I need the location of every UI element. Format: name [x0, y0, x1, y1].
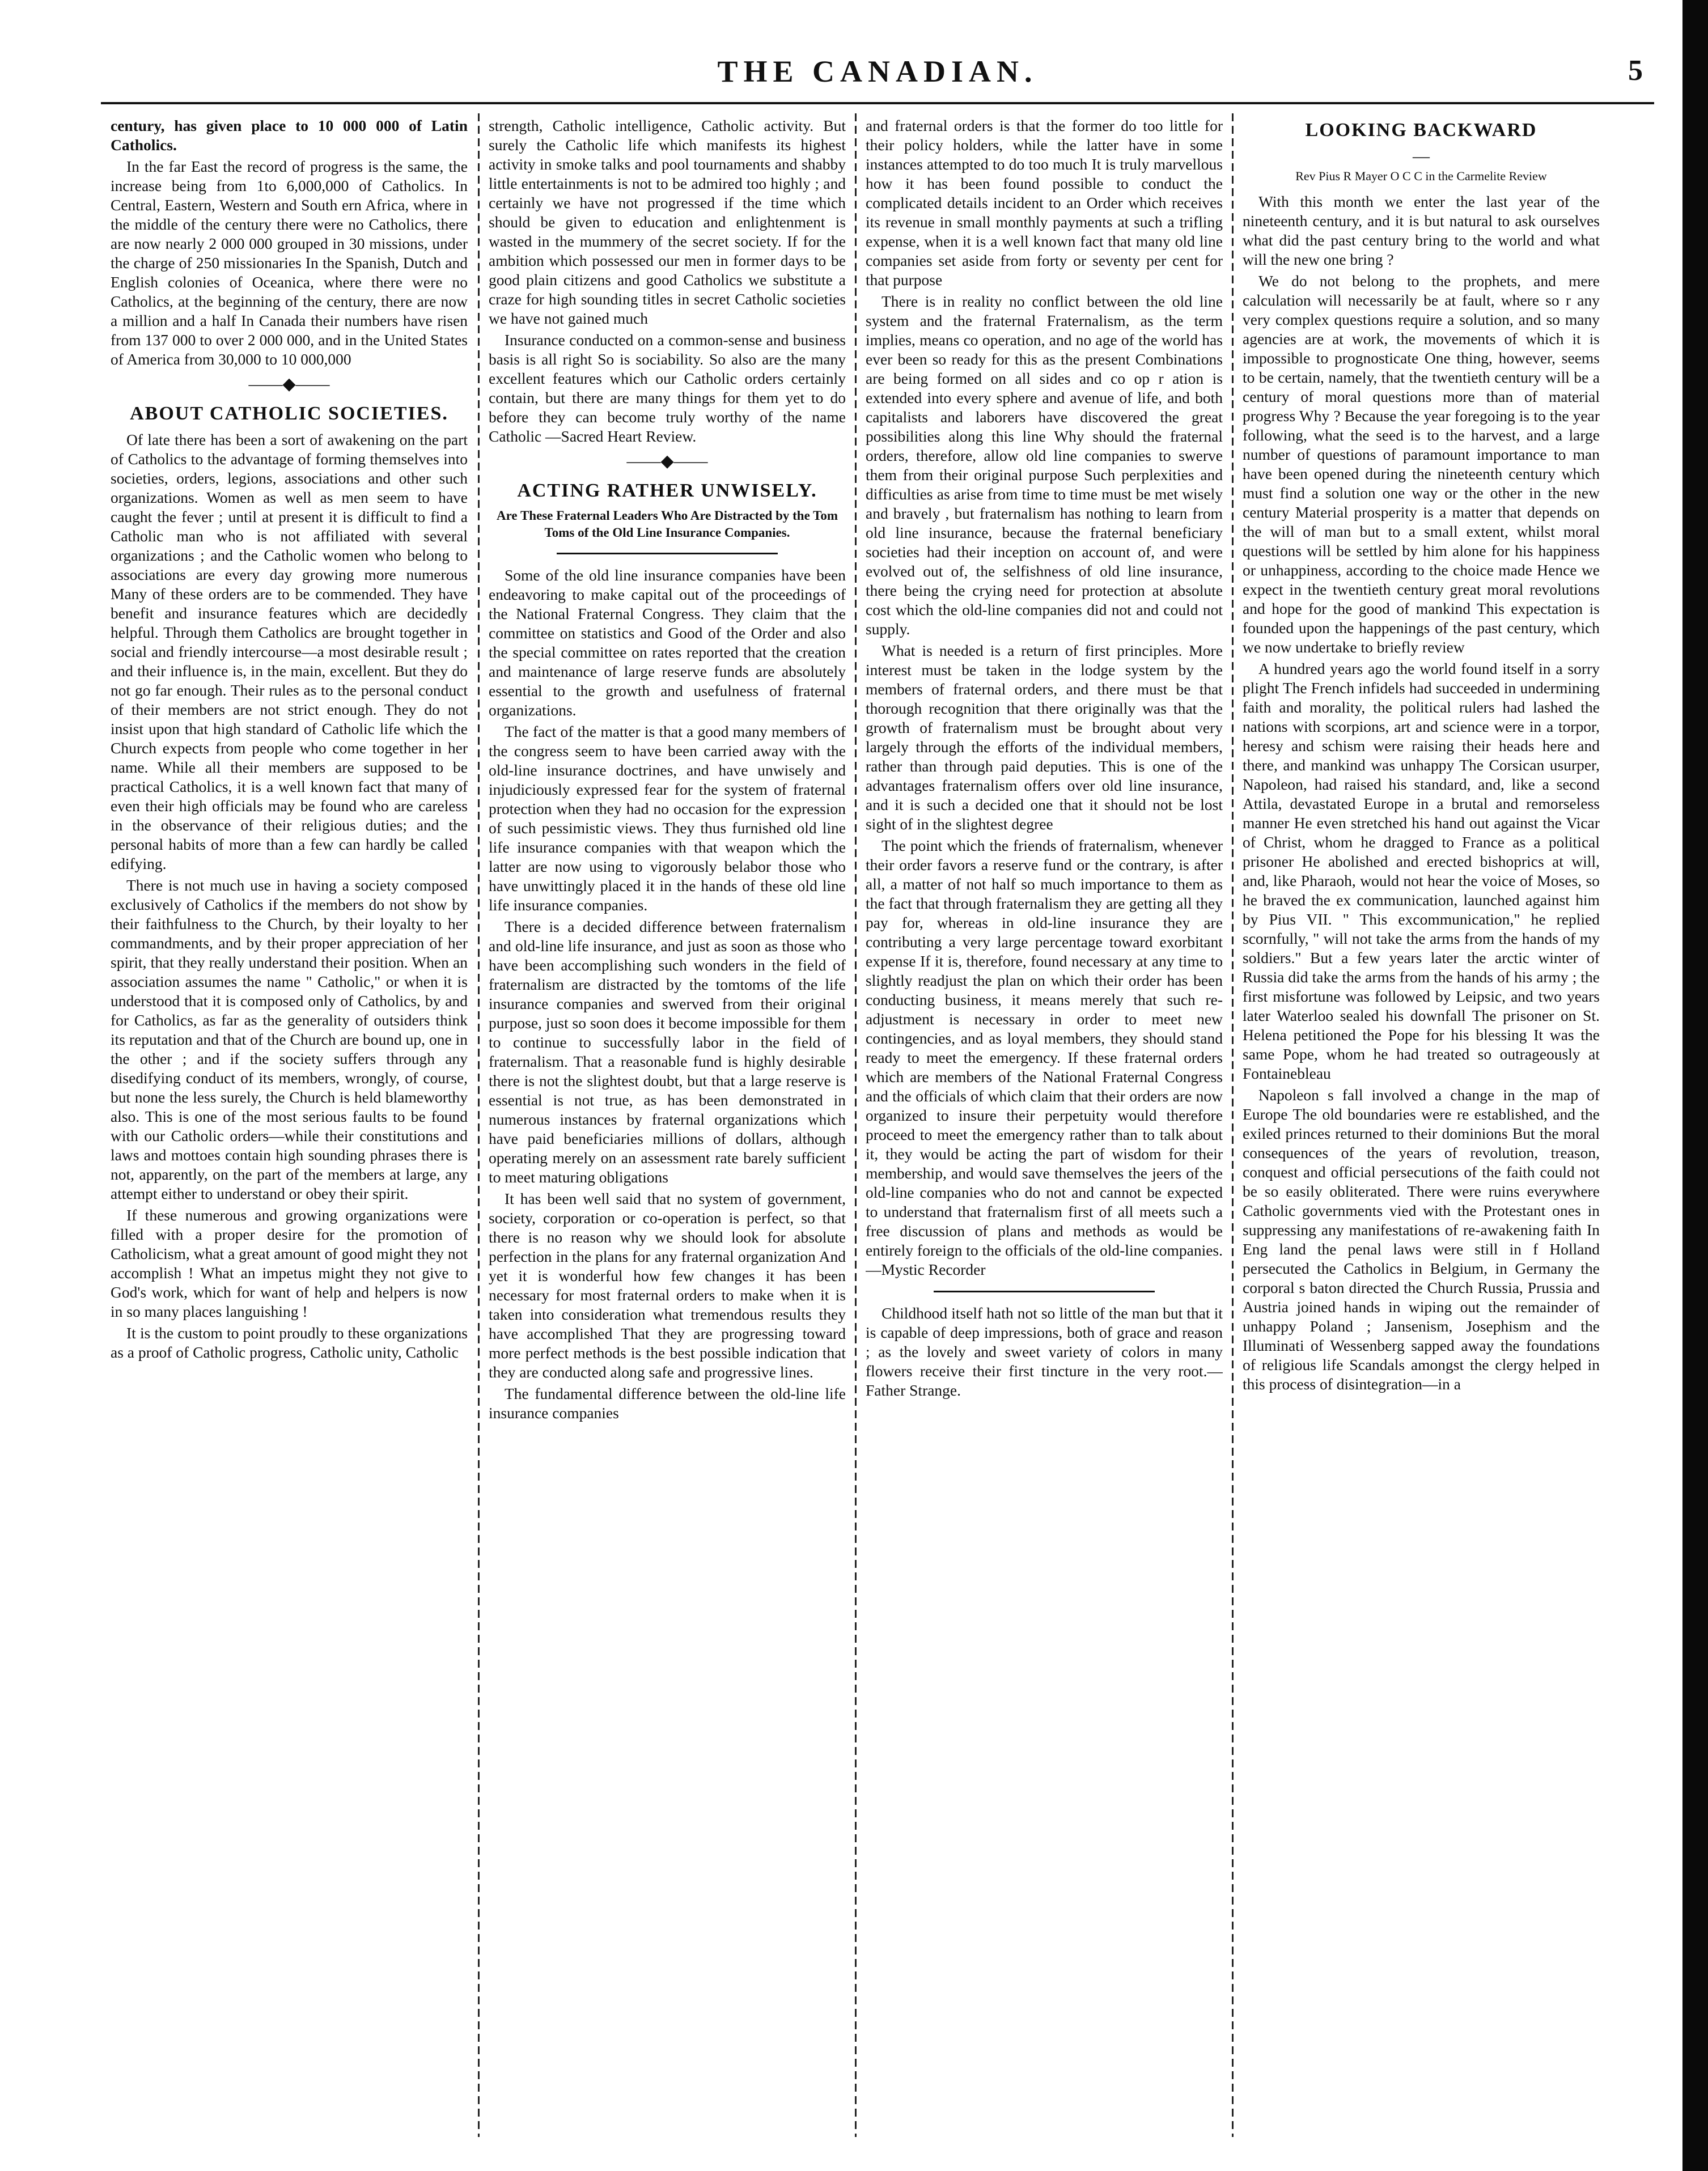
- scan-edge-bar: [1682, 0, 1708, 2171]
- paragraph: The fact of the matter is that a good many members of the congress seem to have been carried away with the old-line insurance doctrines, and have unwisely and injudiciously expressed fear for the system of fraternal protection when they had no occasion for the expression of such pessimistic views. They thus furnished old line life insurance companies with that weapon which the latter are now using to vigorously belabor those who have unwittingly placed it in the hands of these old line life insurance companies.: [489, 723, 846, 914]
- column-rule: [1232, 113, 1234, 2137]
- paragraph: There is a decided difference between fraternalism and old-line life insurance, and just as soon as those who have been accomplishing such wonders in the field of fraternalism are distracted by the tomtoms of the life insurance companies and swerved from their original purpose, just so soon does it become impossible for them to continue to successfully labor in the field of fraternalism. That a reasonable fund is highly desirable there is not the slightest doubt, but that a large reserve is essential is not true, as has been demonstrated in numerous instances by fraternal organizations which have paid beneficiaries millions of dollars, although operating merely on an assessment rate barely sufficient to meet maturing obligations: [489, 918, 846, 1186]
- column-4: [1243, 116, 1600, 2134]
- short-rule: [557, 553, 778, 554]
- paragraph: and fraternal orders is that the former do too little for their policy holders, while the latter have in some instances attempted to do too much It is truly marvellous how it has been found possible to conduct the complicated details incident to an Order which receives its revenue in small monthly payments at such a trifling expense, when it is a well known fact that many old line companies set aside from forty or seventy per cent for that purpose: [866, 117, 1223, 289]
- header-rule: [101, 102, 1654, 104]
- column-rule: [855, 113, 857, 2137]
- column-3: [866, 116, 1223, 2134]
- paragraph: It is the custom to point proudly to these organizations as a proof of Catholic progress, Catholic unity, Catholic: [111, 1324, 468, 1361]
- page-number: 5: [1628, 54, 1643, 87]
- paragraph: There is not much use in having a society composed exclusively of Catholics if the members do not show by their faithfulness to the Church, by their loyalty to her commandments, and by their proper appreciation of her spirit, that they really understand their position. When an association assumes the name " Catholic," or when it is understood that it is composed only of Catholics, by and for Catholics, as far as the generality of outsiders think its reputation and that of the Church are bound up, one in the other ; and if the society suffers through any disedifying conduct of its members, wrongly, of course, but none the less surely, the Church is held blameworthy also. This is one of the most serious faults to be found with our Catholic orders—while their constitutions and laws and mottoes contain high sounding phrases there is not, apparently, on the part of the members at large, any attempt either to understand or obey their spirit.: [111, 876, 468, 1202]
- article-subheading: Are These Fraternal Leaders Who Are Distracted by the Tom Toms of the Old Line Insurance Companies.: [497, 508, 838, 540]
- paragraph: Insurance conducted on a common-sense and business basis is all right So is sociability. So also are the many excellent features which our Catholic orders certainly contain, but there are many things for them yet to do before they can become truly worthy of the name Catholic —Sacred Heart Review.: [489, 331, 846, 445]
- short-rule: [934, 1291, 1155, 1292]
- paragraph: What is needed is a return of first principles. More interest must be taken in the lodge system by the members of fraternal orders, and there must be that thorough recognition that there originally was that the growth of fraternalism must be brought about very largely through the efforts of the individual members, rather than through paid deputies. This is one of the advantages fraternalism offers over old line insurance, and it is such a decided one that it should not be lost sight of in the slightest degree: [866, 642, 1223, 833]
- column-1: [111, 116, 468, 2134]
- paragraph: The fundamental difference between the old-line life insurance companies: [489, 1385, 846, 1422]
- article-byline: Rev Pius R Mayer O C C in the Carmelite Review: [1295, 169, 1547, 183]
- column-2: [489, 116, 846, 2134]
- paragraph: A hundred years ago the world found itself in a sorry plight The French infidels had succeeded in undermining faith and morality, the political rulers had lashed the nations with scorpions, art and science were in a torpor, heresy and schism were raising their heads here and there, and mankind was unhappy The Corsican usurper, Napoleon, had raised his standard, and, like a second Attila, devastated Europe in a brutal and remorseless manner He even stretched his hand out against the Vicar of Christ, whom he dragged to France as a political prisoner He abolished and erected bishoprics at will, and, like Pharaoh, would not hear the voice of Moses, so he braved the ex communication, launched against him by Pius VII. " This excommunication," he replied scornfully, " will not take the arms from the hands of my soldiers." But a few years later the arctic winter of Russia did take the arms from the hands of his army ; the first misfortune was followed by Leipsic, and two years later Waterloo sealed his downfall The prisoner on St. Helena petitioned the Pope for his blessing It was the same Pope, whom he had treated so outrageously at Fontainebleau: [1243, 660, 1600, 1082]
- paragraph: The point which the friends of fraternalism, whenever their order favors a reserve fund or the contrary, is after all, a matter of not half so much importance to them as the fact that through fraternalism they are getting all they pay for, whereas in old-line insurance they are contributing a very large percentage toward exorbitant expense If it is, therefore, found necessary at any time to slightly readjust the plan on which their order has been conducting business, it means merely that such re-adjustment is necessary in order to meet new contingencies, and as loyal members, they should stand ready to meet the emergency. If these fraternal orders which are members of the National Fraternal Congress and the officials of which claim that their orders are now organized to insure their perpetuity would therefore proceed to meet the emergency rather than to talk about it, they would be acting the part of wisdom for their membership, and would save themselves the jeers of the old-line companies who do not and cannot be expected to understand that fraternalism first of all meets such a free discussion of plans and methods as would be entirely foreign to the officials of the old-line companies.—Mystic Recorder: [866, 837, 1223, 1278]
- article-heading-catholic-societies: ABOUT CATHOLIC SOCIETIES.: [130, 403, 448, 424]
- paragraph: Napoleon s fall involved a change in the map of Europe The old boundaries were re established, and the exiled princes returned to their dominions But the moral consequences of the years of revolution, treason, conquest and official persecutions of the faith could not be so easily obliterated. There were ruins everywhere Catholic governments vied with the Protestant ones in suppressing any manifestations of re-awakening faith In Eng land the penal laws were still in f Holland persecuted the Catholics in Belgium, in Germany the corporal s baton directed the Church Russia, Prussia and Austria joined hands in wiping out the remainder of unhappy Poland ; Jansenism, Josephism and the Illuminati of Wessenberg sapped away the foundations of religious life Scandals amongst the clergy helped in this process of disintegration—in a: [1243, 1086, 1600, 1393]
- ornament-divider: ——◆——: [626, 452, 708, 470]
- paragraph: It has been well said that no system of government, society, corporation or co-operation is perfect, so that there is no reason why we should look for absolute perfection in the plans for any fraternal organization And yet it is wonderful how few changes it has been necessary for most fraternal orders to make when it is taken into consideration what tremendous results they have accomplished That they are progressing toward more perfect methods is the best possible indication that they are conducted along safe and progressive lines.: [489, 1190, 846, 1381]
- paragraph: Childhood itself hath not so little of the man but that it is capable of deep impressions, both of grace and reason ; as the lovely and sweet variety of colors in many flowers receive their first tincture in the very root.—Father Strange.: [866, 1304, 1223, 1399]
- paragraph: With this month we enter the last year of the nineteenth century, and it is but natural to ask ourselves what did the past century bring to the world and what will the new one bring ?: [1243, 193, 1600, 268]
- page-header: [101, 54, 1654, 94]
- paragraph: In the far East the record of progress is the same, the increase being from 1to 6,000,000 of Catholics. In Central, Eastern, Western and South ern Africa, where in the middle of the century there were no Catholics, there are now nearly 2 000 000 grouped in 30 missions, under the charge of 250 missionaries In the Spanish, Dutch and English colonies of Oceanica, where there were no Catholics, at the beginning of the century, there are now a million and a half In Canada their numbers have risen from 137 000 to over 2 000 000, and in the United States of America from 30,000 to 10 000,000: [111, 158, 468, 368]
- article-heading-acting-unwisely: ACTING RATHER UNWISELY.: [517, 480, 817, 501]
- paragraph: Some of the old line insurance companies have been endeavoring to make capital out of the proceedings of the National Fraternal Congress. They claim that the committee on statistics and Good of the Order and also the special committee on rates reported that the creation and maintenance of large reserve funds are absolutely essential to the growth and usefulness of fraternal organizations.: [489, 566, 846, 719]
- column-rule: [478, 113, 480, 2137]
- ornament-divider: ——◆——: [248, 375, 330, 393]
- paragraph: There is in reality no conflict between the old line system and the fraternal Fraternalism, as the term implies, means co operation, and no age of the world has ever been so ready for this as the present Combinations are being formed on all sides and co op r ation is extended into every sphere and avenue of life, and both capitalists and laborers have discovered the great possibilities along this line Why should the fraternal orders, therefore, allow old line companies to swerve them from their original purpose Such perplexities and difficulties as arise from time to time must be met wisely and bravely , but fraternalism has nothing to learn from old line insurance, because the fraternal beneficiary societies had their inception on account of, and were evolved out of, the selfishness of old line insurance, there being the crying need for protection at absolute cost which the old-line companies did not and could not supply.: [866, 292, 1223, 638]
- short-dash: —: [1413, 147, 1430, 166]
- article-heading-looking-backward: LOOKING BACKWARD: [1305, 120, 1537, 141]
- paragraph: We do not belong to the prophets, and mere calculation will necessarily be at fault, where so r any very complex questions require a solution, and so many agencies are at work, the movements of which it is impossible to prognosticate One thing, however, seems to be certain, namely, that the twentieth century will be a century of moral questions more than of material progress Why ? Because the year foregoing is to the year following, what the seed is to the harvest, and a large number of questions of paramount importance to man have been opened during the nineteenth century which must find a solution one way or the other in the new century Material prosperity is a matter that depends on the will of man but to a small extent, whilst moral questions will be settled by him alone for his happiness or unhappiness, according to the choice made Hence we expect in the twentieth century great moral revolutions and hope for the good of mankind This expectation is founded upon the happenings of the past century, which we now undertake to briefly review: [1243, 272, 1600, 656]
- paragraph: Of late there has been a sort of awakening on the part of Catholics to the advantage of forming themselves into societies, orders, legions, associations and other such organizations. Women as well as men seem to have caught the fever ; until at present it is difficult to find a Catholic man who is not affiliated with several organizations ; and the Catholic women who belong to associations are every day growing more numerous Many of these orders are to be commended. They have benefit and insurance features which are decidedly helpful. Through them Catholics are brought together in social and friendly intercourse—a most desirable result ; and their influence is, in the main, excellent. But they do not go far enough. Their rules as to the personal conduct of their members are not strict enough. They do not insist upon that high standard of Catholic life which the Church expects from people who come together in her name. While all their members are supposed to be practical Catholics, it is a well known fact that many of even their high officials may be found who are careless in the observance of their religious duties; and the personal habits of more than a few can hardly be called edifying.: [111, 431, 468, 872]
- masthead: THE CANADIAN.: [717, 54, 1038, 88]
- paragraph: century, has given place to 10 000 000 of Latin Catholics.: [111, 117, 468, 154]
- paragraph: If these numerous and growing organizations were filled with a proper desire for the promotion of Catholicism, what a great amount of good might they not accomplish ! What an impetus might they not give to God's work, which for want of help and helpers is now in so many places languishing !: [111, 1206, 468, 1320]
- paragraph: strength, Catholic intelligence, Catholic activity. But surely the Catholic life which manifests its highest activity in smoke talks and pool tournaments and shabby little entertainments is not to be admired too highly ; and certainly we have not progressed if the time which should be given to education and enlightenment is wasted in the mummery of the secret society. If for the ambition which possessed our men in former days to be good plain citizens and good Catholics we substitute a craze for high sounding titles in secret Catholic societies we have not gained much: [489, 117, 846, 327]
